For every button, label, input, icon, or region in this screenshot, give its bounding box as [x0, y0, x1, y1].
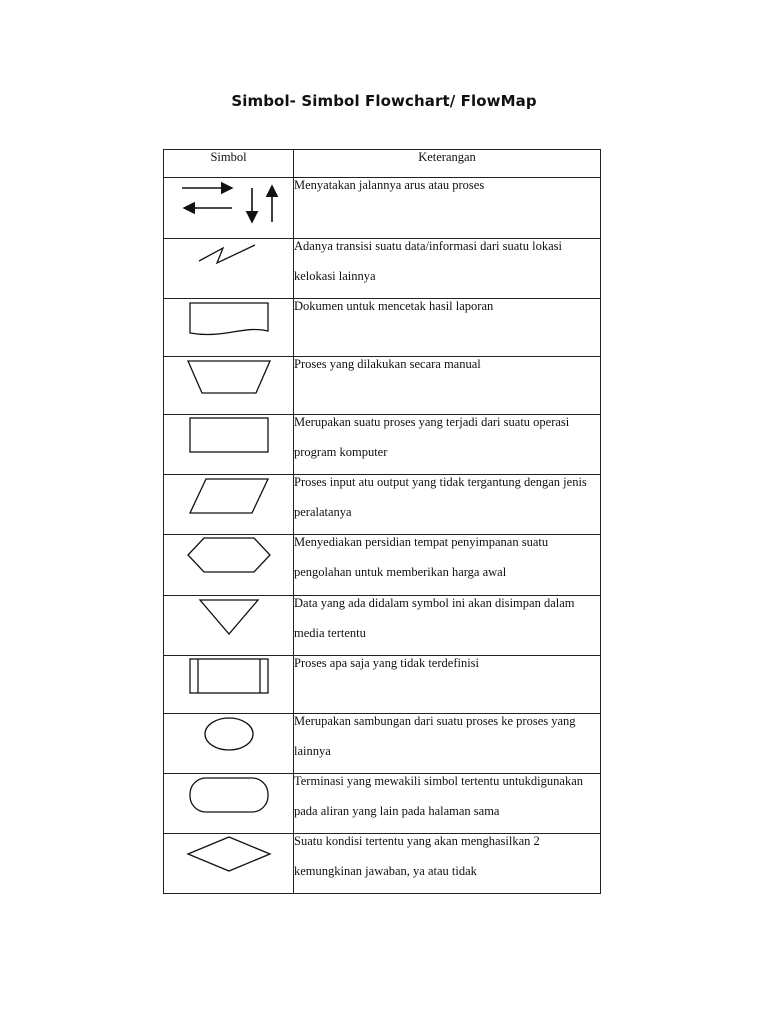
row-description: Data yang ada didalam symbol ini akan disimpan dalam media tertentu	[294, 596, 575, 640]
description-cell	[294, 475, 601, 535]
description-cell	[294, 178, 601, 239]
row-description: Merupakan suatu proses yang terjadi dari suatu operasi program komputer	[294, 415, 570, 459]
row-description: Menyediakan persidian tempat penyimpanan suatu pengolahan untuk memberikan harga awal	[294, 535, 549, 579]
row-description: Suatu kondisi tertentu yang akan menghasilkan 2 kemungkinan jawaban, ya atau tidak	[294, 834, 540, 878]
symbol-cell	[164, 239, 294, 299]
ellipse-icon	[199, 714, 259, 754]
table-row	[164, 415, 601, 475]
header-simbol: Simbol	[164, 150, 294, 178]
symbol-cell	[164, 475, 294, 535]
header-keterangan: Keterangan	[294, 150, 601, 178]
description-cell	[294, 535, 601, 596]
row-description: Merupakan sambungan dari suatu proses ke proses yang lainnya	[294, 714, 576, 758]
row-description: Proses apa saja yang tidak terdefinisi	[294, 656, 480, 670]
description-cell	[294, 596, 601, 656]
table-row	[164, 656, 601, 714]
diamond-icon	[184, 834, 274, 874]
parallelogram-icon	[184, 475, 274, 517]
predefined-process-icon	[184, 656, 274, 696]
hexagon-icon	[184, 535, 274, 575]
table-row	[164, 535, 601, 596]
triangle-down-icon	[194, 596, 264, 638]
description-cell	[294, 239, 601, 299]
terminator-icon	[184, 774, 274, 816]
symbol-cell	[164, 596, 294, 656]
table-row	[164, 596, 601, 656]
table-row	[164, 178, 601, 239]
trapezoid-icon	[184, 357, 274, 397]
zigzag-icon	[189, 239, 269, 269]
rectangle-icon	[184, 415, 274, 455]
row-description: Proses yang dilakukan secara manual	[294, 357, 481, 371]
row-description: Menyatakan jalannya arus atau proses	[294, 178, 485, 192]
description-cell	[294, 299, 601, 357]
symbol-cell	[164, 714, 294, 774]
row-description: Terminasi yang mewakili simbol tertentu untukdigunakan pada aliran yang lain pada halaman sama	[294, 774, 583, 818]
table-row	[164, 714, 601, 774]
row-description: Dokumen untuk mencetak hasil laporan	[294, 299, 494, 313]
row-description: Adanya transisi suatu data/informasi dari suatu lokasi kelokasi lainnya	[294, 239, 562, 283]
description-cell	[294, 656, 601, 714]
description-cell	[294, 415, 601, 475]
table-row	[164, 357, 601, 415]
table-row	[164, 475, 601, 535]
description-cell	[294, 834, 601, 894]
symbol-cell	[164, 299, 294, 357]
description-cell	[294, 357, 601, 415]
symbol-cell	[164, 357, 294, 415]
document-icon	[184, 299, 274, 339]
arrows-icon	[174, 178, 284, 228]
symbol-cell	[164, 415, 294, 475]
symbol-cell	[164, 834, 294, 894]
symbol-cell	[164, 178, 294, 239]
symbol-cell	[164, 656, 294, 714]
table-row	[164, 834, 601, 894]
description-cell	[294, 774, 601, 834]
description-cell	[294, 714, 601, 774]
symbol-table	[163, 149, 601, 894]
symbol-cell	[164, 535, 294, 596]
table-row	[164, 299, 601, 357]
table-row	[164, 239, 601, 299]
row-description: Proses input atu output yang tidak tergantung dengan jenis peralatanya	[294, 475, 587, 519]
page-title: Simbol- Simbol Flowchart/ FlowMap	[231, 92, 537, 110]
table-row	[164, 774, 601, 834]
symbol-cell	[164, 774, 294, 834]
